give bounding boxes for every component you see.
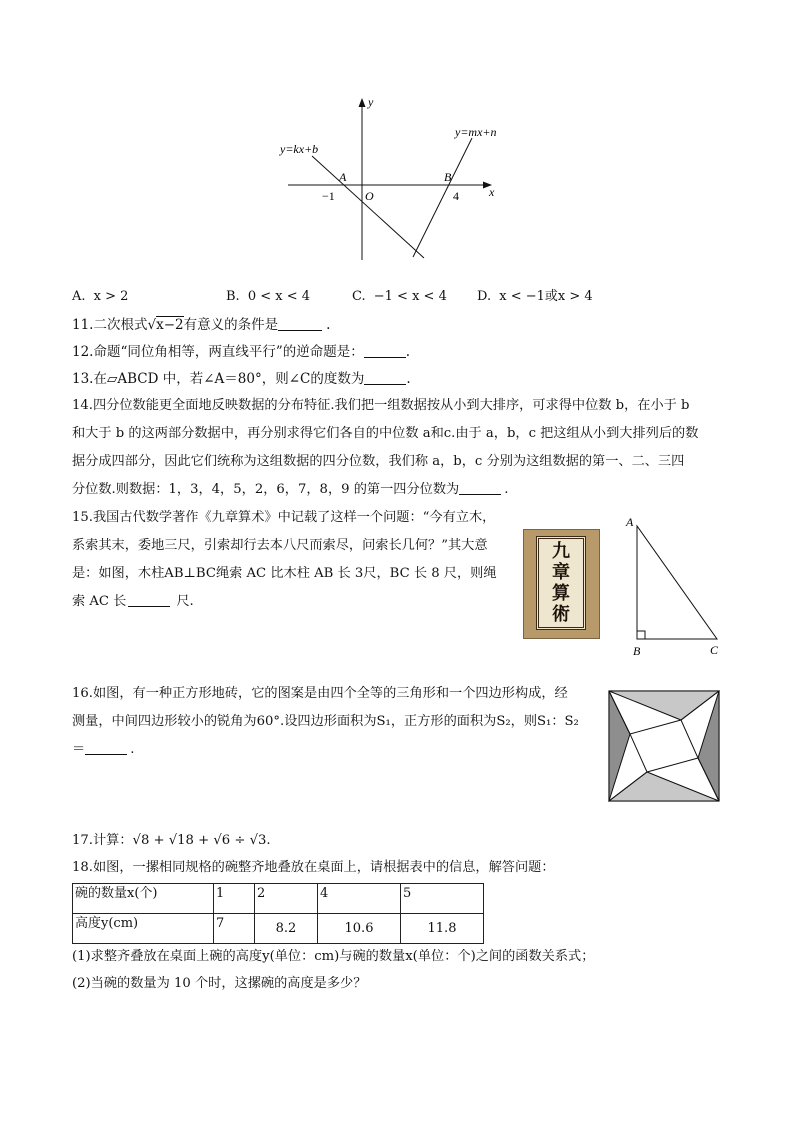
table-cell: 10.6 — [318, 914, 401, 944]
q15-line3: 是：如图，木柱AB⊥BC绳索 AC 比木柱 AB 长 3尺，BC 长 8 尺，则绳 — [72, 566, 497, 581]
question-15 — [72, 504, 497, 616]
q14-line2: 和大于 b 的这两部分数据中，再分别求得它们各自的中位数 a和c.由于 a，b，c 把这组从小到大排列后的数 — [72, 426, 699, 441]
point-a-label: A — [339, 170, 347, 184]
tick-4-label: 4 — [453, 189, 459, 203]
option-b-letter: B. — [226, 289, 240, 304]
book-char-4: 術 — [552, 603, 570, 625]
option-a-letter: A. — [72, 289, 86, 304]
q16-answer-blank[interactable] — [85, 739, 127, 755]
triangle-vertex-b: B — [633, 644, 641, 658]
option-c-text: −1 < x < 4 — [373, 289, 447, 304]
q14-line4-text: 分位数.则数据：1，3，4，5，2，6，7，8，9 的第一四分位数为 — [72, 482, 460, 497]
line-kx-b — [312, 156, 424, 258]
line-mx-n — [413, 138, 472, 257]
q11-end: . — [326, 317, 331, 333]
question-18-intro: 18.如图，一摞相同规格的碗整齐地叠放在桌面上，请根据表中的信息，解答问题： — [72, 860, 555, 875]
q14-line4 — [72, 477, 698, 503]
table-cell: 碗的数量x(个) — [73, 884, 214, 914]
table-cell: 高度y(cm) — [73, 914, 214, 944]
origin-label: O — [365, 189, 374, 203]
jiuzhang-suanshu-book-image — [523, 529, 600, 639]
q15-answer-blank[interactable] — [128, 591, 170, 607]
q14-line3: 据分成四部分，因此它们统称为这组数据的四分位数，我们称 a，b，c 分别为这组数据的第一、二、三四 — [72, 454, 685, 469]
linear-functions-graph — [270, 92, 510, 268]
q14-line1: 14.四分位数能更全面地反映数据的分布特征.我们把一组数据按从小到大排序，可求得中位数 b，在小于 b — [72, 398, 690, 413]
q16-line2: 测量，中间四边形较小的锐角为60°.设四边形面积为S₁，正方形的面积为S₂，则S₁：S₂ — [72, 714, 579, 729]
q11-answer-blank[interactable] — [278, 315, 322, 331]
x-axis-label: x — [489, 185, 495, 199]
option-a[interactable] — [72, 284, 128, 310]
square-tile-figure — [608, 690, 720, 802]
table-cell: 5 — [401, 884, 484, 914]
q11-prefix: 11.二次根式 — [72, 317, 148, 333]
q13-answer-blank[interactable] — [364, 369, 406, 385]
question-17: 17.计算：√8 + √18 + √6 ÷ √3. — [72, 833, 271, 848]
option-d-letter: D. — [477, 289, 492, 304]
q16-line3-eq: ＝ — [72, 742, 86, 757]
q12-answer-blank[interactable] — [364, 342, 406, 358]
q14-answer-blank[interactable] — [459, 479, 501, 495]
line-kx-b-label: y=kx+b — [280, 142, 319, 156]
y-axis-label: y — [368, 95, 374, 109]
line-mx-n-label: y=mx+n — [455, 125, 497, 139]
q15-line1: 15.我国古代数学著作《九章算术》中记载了这样一个问题：“今有立木， — [72, 510, 496, 525]
question-14 — [72, 393, 698, 503]
table-cell: 8.2 — [255, 914, 318, 944]
q11-radicand: x−2 — [156, 317, 184, 333]
y-axis-arrow — [359, 98, 366, 107]
right-triangle-figure — [622, 512, 727, 662]
table-cell: 1 — [214, 884, 255, 914]
q11-suffix: 有意义的条件是 — [183, 317, 279, 333]
book-title-strip — [536, 536, 586, 630]
table-cell: 11.8 — [401, 914, 484, 944]
q15-line2: 系索其末，委地三尺，引索却行去本八尺而索尽，问索长几何？”其大意 — [72, 538, 488, 553]
option-b-text: 0 < x < 4 — [247, 289, 311, 304]
table-row — [73, 884, 484, 914]
q15-line4-b: 尺. — [176, 594, 194, 609]
q16-end: . — [130, 742, 135, 757]
table-cell: 2 — [255, 884, 318, 914]
question-13 — [72, 366, 411, 392]
triangle-abc — [637, 526, 717, 639]
option-d-text: x < −1或x > 4 — [499, 289, 593, 304]
question-18-sub1: (1)求整齐叠放在桌面上碗的高度y(单位：cm)与碗的数量x(单位：个)之间的函数关系式； — [72, 949, 595, 964]
table-cell: 7 — [214, 914, 255, 944]
question-12 — [72, 339, 410, 365]
book-char-2: 章 — [552, 561, 570, 583]
option-b[interactable] — [226, 284, 310, 310]
q14-end: . — [504, 482, 509, 497]
sqrt-sign: √ — [147, 317, 157, 333]
option-c-letter: C. — [352, 289, 366, 304]
question-18-sub2: (2)当碗的数量为 10 个时，这摞碗的高度是多少？ — [72, 976, 367, 991]
q16-line3 — [72, 736, 579, 764]
question-11 — [72, 312, 330, 338]
q12-end: . — [405, 344, 411, 360]
book-char-1: 九 — [552, 540, 570, 562]
table-cell: 4 — [318, 884, 401, 914]
bowl-table — [72, 883, 484, 944]
q13-end: . — [406, 371, 411, 387]
q15-line4-a: 索 AC 长 — [72, 594, 127, 609]
q13-text: 13.在▱ABCD 中，若∠A＝80°，则∠C的度数为 — [72, 371, 365, 387]
right-angle-mark — [637, 631, 645, 639]
question-16 — [72, 680, 579, 764]
point-b-label: B — [444, 170, 452, 184]
option-c[interactable] — [352, 284, 447, 310]
triangle-vertex-a: A — [626, 515, 634, 529]
option-a-text: x > 2 — [93, 289, 129, 304]
option-d[interactable] — [477, 284, 593, 310]
triangle-vertex-c: C — [710, 643, 719, 657]
q15-line4 — [72, 588, 497, 616]
q12-text: 12.命题“同位角相等，两直线平行”的逆命题是： — [72, 344, 364, 360]
book-char-3: 算 — [552, 582, 570, 604]
table-row — [73, 914, 484, 944]
tick-neg1-label: −1 — [322, 189, 335, 203]
q16-line1: 16.如图，有一种正方形地砖，它的图案是由四个全等的三角形和一个四边形构成，经 — [72, 686, 568, 701]
